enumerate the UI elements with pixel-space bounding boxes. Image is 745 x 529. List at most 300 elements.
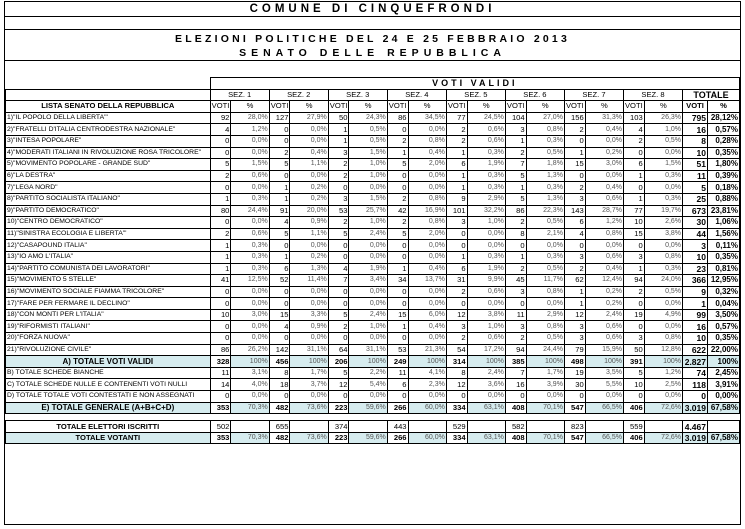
section-percent: 27,0% xyxy=(526,112,564,124)
section-votes: 0 xyxy=(446,391,467,403)
section-percent: 0,2% xyxy=(290,182,328,194)
pct-col-header: % xyxy=(585,101,623,113)
section-votes: 3 xyxy=(505,124,526,136)
section-percent: 4,1% xyxy=(408,367,446,379)
total-votes: 118 xyxy=(683,379,708,391)
row-label: 14)"PARTITO COMUNISTA DEI LAVORATORI" xyxy=(6,263,211,275)
section-percent: 3,6% xyxy=(467,379,505,391)
section-votes: 1 xyxy=(269,193,290,205)
section-votes: 0 xyxy=(505,298,526,310)
section-percent: 2,0% xyxy=(408,159,446,171)
section-votes: 406 xyxy=(623,402,644,414)
section-percent: 3,0% xyxy=(231,309,269,321)
section-header: SEZ. 6 xyxy=(505,89,564,101)
row-label: 16)"MOVIMENTO SOCIALE FIAMMA TRICOLORE" xyxy=(6,286,211,298)
total-votes: 10 xyxy=(683,251,708,263)
section-votes: 334 xyxy=(446,402,467,414)
section-votes: 0 xyxy=(623,321,644,333)
section-percent: 3,8% xyxy=(644,228,682,240)
section-votes: 249 xyxy=(387,356,408,368)
section-percent: 2,3% xyxy=(408,379,446,391)
section-votes: 2 xyxy=(328,217,349,229)
list-row xyxy=(6,321,740,333)
section-votes: 0 xyxy=(328,240,349,252)
section-percent: 63,1% xyxy=(467,432,505,444)
section-votes: 3 xyxy=(505,286,526,298)
section-votes: 143 xyxy=(564,205,585,217)
divider xyxy=(5,29,740,30)
header-row-sections xyxy=(6,89,740,101)
section-percent: 0,4% xyxy=(585,263,623,275)
list-row xyxy=(6,344,740,356)
voti-col-header: VOTI xyxy=(683,101,708,113)
section-percent: 0,3% xyxy=(231,193,269,205)
section-percent: 0,0% xyxy=(467,298,505,310)
row-label: 17)"FARE PER FERMARE IL DECLINO" xyxy=(6,298,211,310)
section-percent: 0,6% xyxy=(467,333,505,345)
section-votes: 0 xyxy=(269,333,290,345)
row-label: 2)"FRATELLI D'ITALIA CENTRODESTRA NAZIONALE" xyxy=(6,124,211,136)
section-votes: 1 xyxy=(210,251,231,263)
section-percent: 0,6% xyxy=(467,135,505,147)
total-percent: 22,00% xyxy=(708,344,740,356)
list-header: LISTA SENATO DELLA REPUBBLICA xyxy=(6,101,211,113)
row-label: 8)"PARTITO SOCIALISTA ITALIANO" xyxy=(6,193,211,205)
total-percent: 3,50% xyxy=(708,309,740,321)
section-votes: 498 xyxy=(564,356,585,368)
section-percent: 31,1% xyxy=(290,344,328,356)
total-percent: 0,11% xyxy=(708,240,740,252)
section-percent: 2,1% xyxy=(526,228,564,240)
section-votes: 456 xyxy=(269,356,290,368)
section-percent: 20,0% xyxy=(290,205,328,217)
section-percent: 0,3% xyxy=(644,193,682,205)
section-percent: 1,2% xyxy=(231,124,269,136)
section-percent: 11,4% xyxy=(290,275,328,287)
section-percent: 1,3% xyxy=(526,193,564,205)
section-votes: 3 xyxy=(446,217,467,229)
spacer-row xyxy=(6,414,740,421)
section-percent: 73,6% xyxy=(290,402,328,414)
section-votes: 0 xyxy=(269,391,290,403)
section-votes: 127 xyxy=(269,112,290,124)
total-percent: 2,45% xyxy=(708,367,740,379)
total-votes: 99 xyxy=(683,309,708,321)
section-percent: 0,4% xyxy=(585,182,623,194)
list-row xyxy=(6,240,740,252)
section-votes: 86 xyxy=(505,205,526,217)
section-votes: 91 xyxy=(269,205,290,217)
row-label: 21)"RIVOLUZIONE CIVILE" xyxy=(6,344,211,356)
section-percent: 72,6% xyxy=(644,432,682,444)
section-votes: 6 xyxy=(387,379,408,391)
total-votes: 10 xyxy=(683,147,708,159)
section-percent: 0,0% xyxy=(231,147,269,159)
divider xyxy=(5,60,740,61)
section-percent: 0,0% xyxy=(231,217,269,229)
section-percent: 59,6% xyxy=(349,432,387,444)
section-votes: 0 xyxy=(623,298,644,310)
section-votes: 103 xyxy=(623,112,644,124)
section-percent: 0,6% xyxy=(231,228,269,240)
section-votes: 1 xyxy=(387,321,408,333)
total-percent: 0,35% xyxy=(708,251,740,263)
section-votes: 1 xyxy=(210,240,231,252)
total-votes: 795 xyxy=(683,112,708,124)
section-percent: 0,4% xyxy=(408,321,446,333)
section-header: SEZ. 4 xyxy=(387,89,446,101)
total-votes: 3.019 xyxy=(683,432,708,444)
row-label: TOTALE ELETTORI ISCRITTI xyxy=(6,421,211,433)
section-votes: 0 xyxy=(210,333,231,345)
header-row-voti-validi xyxy=(6,78,740,90)
section-percent: 0,3% xyxy=(467,182,505,194)
section-votes: 0 xyxy=(328,251,349,263)
section-percent: 100% xyxy=(644,356,682,368)
total-percent: 0,39% xyxy=(708,170,740,182)
section-votes: 0 xyxy=(446,240,467,252)
voti-validi-heading: VOTI VALIDI xyxy=(210,78,739,90)
section-votes: 2 xyxy=(564,182,585,194)
section-percent: 100% xyxy=(585,356,623,368)
section-percent: 1,5% xyxy=(231,159,269,171)
section-votes: 1 xyxy=(328,135,349,147)
section-header: SEZ. 7 xyxy=(564,89,623,101)
list-row xyxy=(6,135,740,147)
list-row xyxy=(6,205,740,217)
summary-row xyxy=(6,402,740,414)
section-votes: 5 xyxy=(328,309,349,321)
section-votes: 1 xyxy=(446,182,467,194)
row-label: TOTALE VOTANTI xyxy=(6,432,211,444)
section-percent: 0,0% xyxy=(408,124,446,136)
section-votes: 2 xyxy=(328,159,349,171)
section-votes: 10 xyxy=(623,379,644,391)
header-row-columns xyxy=(6,101,740,113)
section-percent: 17,2% xyxy=(467,344,505,356)
pct-col-header: % xyxy=(349,101,387,113)
section-votes: 2 xyxy=(328,321,349,333)
section-percent: 0,0% xyxy=(408,170,446,182)
list-row xyxy=(6,275,740,287)
section-votes: 353 xyxy=(210,402,231,414)
section-percent: 15,9% xyxy=(585,344,623,356)
section-percent: 0,6% xyxy=(585,193,623,205)
section-votes: 77 xyxy=(623,205,644,217)
section-percent: 0,0% xyxy=(231,333,269,345)
section-percent: 5,4% xyxy=(349,379,387,391)
section-votes: 2 xyxy=(446,286,467,298)
section-votes: 1 xyxy=(623,170,644,182)
section-votes: 1 xyxy=(446,170,467,182)
section-votes: 2 xyxy=(387,193,408,205)
section-votes: 62 xyxy=(564,275,585,287)
section-percent: 0,0% xyxy=(585,135,623,147)
section-votes: 1 xyxy=(269,251,290,263)
section-percent: 0,0% xyxy=(349,391,387,403)
section-percent: 0,0% xyxy=(644,391,682,403)
section-percent: 2,9% xyxy=(526,309,564,321)
section-percent: 9,9% xyxy=(467,275,505,287)
section-votes: 2 xyxy=(505,217,526,229)
section-votes: 2 xyxy=(210,228,231,240)
list-row xyxy=(6,170,740,182)
section-votes: 3 xyxy=(564,333,585,345)
section-votes: 4 xyxy=(269,217,290,229)
row-label: 15)"MOVIMENTO 5 STELLE" xyxy=(6,275,211,287)
empty-cell xyxy=(6,89,211,101)
total-percent: 1,56% xyxy=(708,228,740,240)
section-percent: 0,0% xyxy=(644,147,682,159)
section-votes: 502 xyxy=(210,421,231,433)
total-votes: 3 xyxy=(683,240,708,252)
section-votes: 2 xyxy=(505,333,526,345)
section-votes: 391 xyxy=(623,356,644,368)
section-votes: 15 xyxy=(623,228,644,240)
section-percent: 0,3% xyxy=(231,240,269,252)
section-votes: 52 xyxy=(269,275,290,287)
section-percent: 2,0% xyxy=(408,228,446,240)
section-votes: 5 xyxy=(210,159,231,171)
total-votes: 74 xyxy=(683,367,708,379)
section-percent: 24,4% xyxy=(231,205,269,217)
total-percent: 0,04% xyxy=(708,298,740,310)
section-percent: 3,4% xyxy=(349,275,387,287)
section-percent: 0,3% xyxy=(467,147,505,159)
section-percent: 12,4% xyxy=(585,275,623,287)
section-votes: 2 xyxy=(505,263,526,275)
section-votes: 0 xyxy=(623,240,644,252)
section-percent: 0,0% xyxy=(231,135,269,147)
section-votes: 11 xyxy=(505,309,526,321)
list-row xyxy=(6,193,740,205)
section-votes: 3 xyxy=(623,251,644,263)
spacer xyxy=(6,414,740,421)
section-votes: 101 xyxy=(446,205,467,217)
section-percent: 0,0% xyxy=(467,228,505,240)
section-votes: 0 xyxy=(269,286,290,298)
section-votes: 0 xyxy=(387,333,408,345)
section-votes: 0 xyxy=(210,182,231,194)
section-percent: 0,2% xyxy=(290,251,328,263)
pct-col-header: % xyxy=(290,101,328,113)
section-votes: 2 xyxy=(505,147,526,159)
section-percent: 0,6% xyxy=(231,170,269,182)
section-percent: 0,0% xyxy=(349,333,387,345)
total-percent: 0,57% xyxy=(708,124,740,136)
section-votes: 408 xyxy=(505,402,526,414)
section-votes: 655 xyxy=(269,421,290,433)
section-votes: 4 xyxy=(328,263,349,275)
voti-col-header: VOTI xyxy=(447,101,466,111)
section-votes: 3 xyxy=(505,321,526,333)
section-percent: 70,3% xyxy=(231,402,269,414)
section-votes: 582 xyxy=(505,421,526,433)
section-votes: 0 xyxy=(269,170,290,182)
section-percent xyxy=(585,421,623,433)
section-percent: 0,4% xyxy=(585,124,623,136)
section-percent: 0,9% xyxy=(290,321,328,333)
section-votes: 3 xyxy=(564,193,585,205)
section-percent: 1,1% xyxy=(290,228,328,240)
total-percent: 0,18% xyxy=(708,182,740,194)
section-percent xyxy=(467,421,505,433)
row-label: 6)"LA DESTRA" xyxy=(6,170,211,182)
section-header: SEZ. 5 xyxy=(446,89,505,101)
section-votes: 443 xyxy=(387,421,408,433)
section-votes: 0 xyxy=(210,135,231,147)
section-votes: 1 xyxy=(210,263,231,275)
section-percent: 28,7% xyxy=(585,205,623,217)
pct-col-header: % xyxy=(708,101,740,113)
section-votes: 94 xyxy=(505,344,526,356)
section-votes: 5 xyxy=(269,228,290,240)
section-percent: 1,5% xyxy=(644,159,682,171)
section-percent: 100% xyxy=(349,356,387,368)
section-percent: 0,0% xyxy=(231,321,269,333)
section-percent: 66,5% xyxy=(585,432,623,444)
section-percent: 1,0% xyxy=(349,321,387,333)
section-percent: 1,9% xyxy=(467,263,505,275)
section-votes: 16 xyxy=(505,379,526,391)
section-votes: 0 xyxy=(564,240,585,252)
list-row xyxy=(6,286,740,298)
section-votes: 15 xyxy=(269,309,290,321)
section-votes: 529 xyxy=(446,421,467,433)
section-percent: 63,1% xyxy=(467,402,505,414)
section-percent: 0,0% xyxy=(231,286,269,298)
section-votes: 0 xyxy=(387,286,408,298)
section-votes: 10 xyxy=(623,217,644,229)
section-percent: 66,5% xyxy=(585,402,623,414)
section-percent: 0,4% xyxy=(408,147,446,159)
section-percent: 24,0% xyxy=(644,275,682,287)
row-label: 5)"MOVIMENTO POPOLARE - GRANDE SUD" xyxy=(6,159,211,171)
elettori-row xyxy=(6,421,740,433)
section-votes: 2 xyxy=(623,286,644,298)
section-percent: 100% xyxy=(231,356,269,368)
section-percent: 24,3% xyxy=(349,112,387,124)
section-votes: 1 xyxy=(446,251,467,263)
section-percent: 0,0% xyxy=(408,182,446,194)
section-percent: 3,5% xyxy=(585,367,623,379)
empty-corner xyxy=(6,78,211,90)
section-percent: 0,3% xyxy=(231,263,269,275)
total-votes: 8 xyxy=(683,135,708,147)
section-votes: 15 xyxy=(564,159,585,171)
total-percent: 3,91% xyxy=(708,379,740,391)
total-percent: 0,32% xyxy=(708,286,740,298)
row-label: 19)"RIFORMISTI ITALIANI" xyxy=(6,321,211,333)
row-label: 1)"IL POPOLO DELLA LIBERTA'" xyxy=(6,112,211,124)
section-votes: 6 xyxy=(564,217,585,229)
total-votes: 622 xyxy=(683,344,708,356)
senate-title: SENATO DELLE REPUBBLICA xyxy=(239,47,506,59)
section-votes: 0 xyxy=(387,298,408,310)
section-votes: 41 xyxy=(210,275,231,287)
section-percent: 31,1% xyxy=(349,344,387,356)
section-votes: 406 xyxy=(623,432,644,444)
section-votes: 50 xyxy=(328,112,349,124)
section-percent: 1,9% xyxy=(467,159,505,171)
section-votes: 0 xyxy=(387,182,408,194)
section-percent: 0,2% xyxy=(585,286,623,298)
row-label: 3)"INTESA POPOLARE" xyxy=(6,135,211,147)
section-votes: 0 xyxy=(210,286,231,298)
section-percent: 70,1% xyxy=(526,402,564,414)
row-label: 12)"CASAPOUND ITALIA" xyxy=(6,240,211,252)
section-votes: 9 xyxy=(446,193,467,205)
section-votes: 10 xyxy=(210,309,231,321)
section-percent: 1,0% xyxy=(349,159,387,171)
section-percent: 72,6% xyxy=(644,402,682,414)
summary-row xyxy=(6,391,740,403)
section-votes: 19 xyxy=(623,309,644,321)
row-label: 10)"CENTRO DEMOCRATICO" xyxy=(6,217,211,229)
section-votes: 7 xyxy=(505,367,526,379)
section-percent xyxy=(349,421,387,433)
section-votes: 31 xyxy=(446,275,467,287)
section-percent: 0,0% xyxy=(526,240,564,252)
section-votes: 54 xyxy=(446,344,467,356)
section-percent: 27,9% xyxy=(290,112,328,124)
section-percent: 73,6% xyxy=(290,432,328,444)
section-votes: 5 xyxy=(328,228,349,240)
section-percent: 0,0% xyxy=(290,333,328,345)
section-percent: 11,7% xyxy=(526,275,564,287)
section-percent: 0,8% xyxy=(408,135,446,147)
section-percent: 19,7% xyxy=(644,205,682,217)
total-votes: 25 xyxy=(683,193,708,205)
section-percent: 0,0% xyxy=(349,240,387,252)
section-percent: 0,0% xyxy=(644,321,682,333)
section-percent: 0,5% xyxy=(349,135,387,147)
total-votes: 9 xyxy=(683,286,708,298)
section-percent: 0,4% xyxy=(408,263,446,275)
section-votes: 34 xyxy=(387,275,408,287)
section-votes: 1 xyxy=(564,298,585,310)
section-percent: 70,3% xyxy=(231,432,269,444)
section-votes: 0 xyxy=(210,321,231,333)
section-header: SEZ. 1 xyxy=(210,89,269,101)
section-votes: 0 xyxy=(505,240,526,252)
section-percent: 2,9% xyxy=(467,193,505,205)
section-percent: 0,0% xyxy=(585,170,623,182)
section-votes: 8 xyxy=(269,367,290,379)
section-votes: 0 xyxy=(623,182,644,194)
total-votes: 5 xyxy=(683,182,708,194)
section-percent: 0,2% xyxy=(290,193,328,205)
section-votes: 2 xyxy=(446,333,467,345)
section-percent: 12,8% xyxy=(644,344,682,356)
voti-col-header: VOTI xyxy=(506,101,525,111)
section-percent: 26,2% xyxy=(231,344,269,356)
pct-col-header: % xyxy=(467,101,505,113)
section-votes: 4 xyxy=(564,228,585,240)
total-votes: 44 xyxy=(683,228,708,240)
summary-row xyxy=(6,356,740,368)
section-percent: 22,3% xyxy=(526,205,564,217)
list-row xyxy=(6,159,740,171)
section-percent: 1,5% xyxy=(349,147,387,159)
row-label: 7)"LEGA NORD" xyxy=(6,182,211,194)
section-votes: 385 xyxy=(505,356,526,368)
section-votes: 15 xyxy=(387,309,408,321)
list-row xyxy=(6,263,740,275)
section-percent: 31,3% xyxy=(585,112,623,124)
pct-col-header: % xyxy=(231,101,269,113)
section-votes: 314 xyxy=(446,356,467,368)
